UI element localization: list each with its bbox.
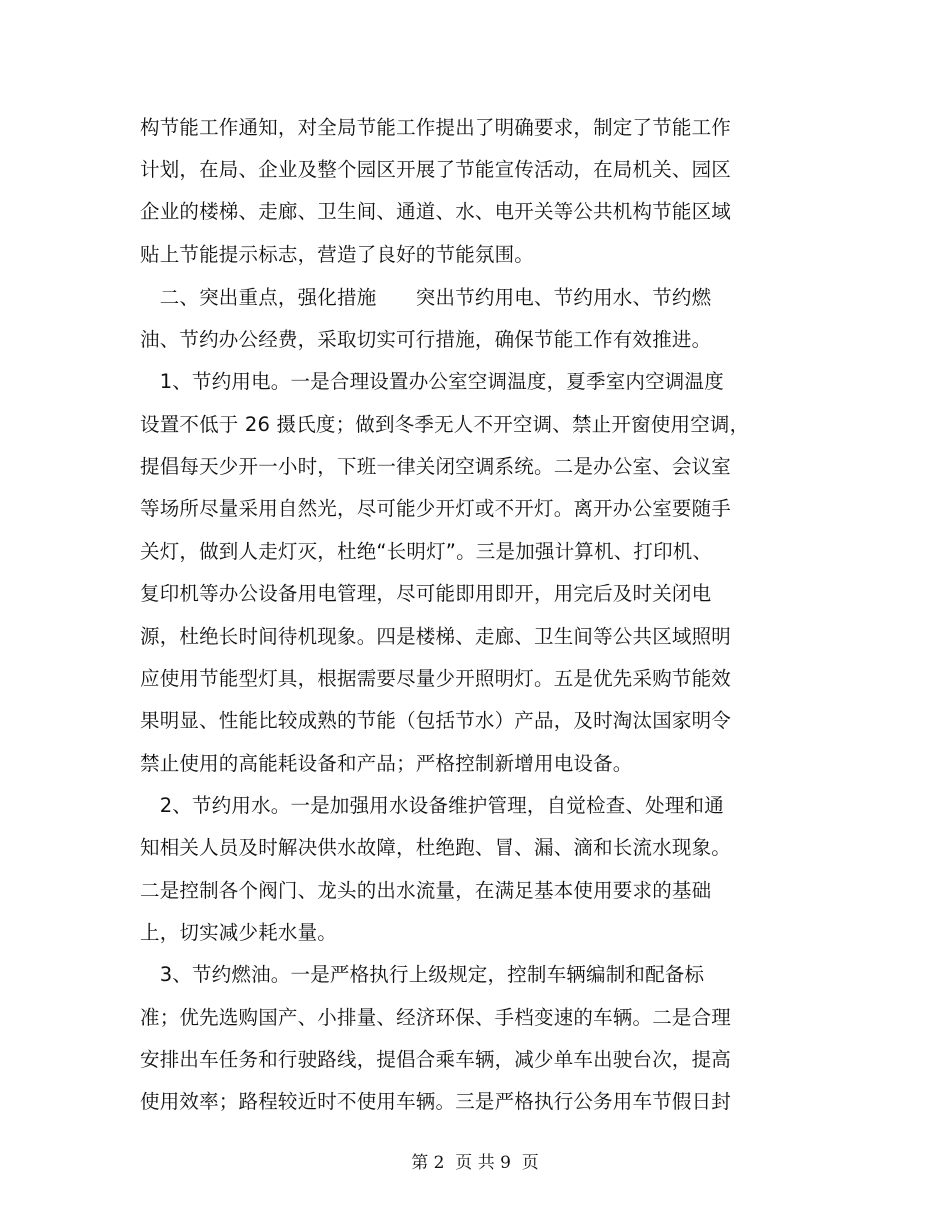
subsection-heading-line: 3、节约燃油。一是严格执行上级规定，控制车辆编制和配备标 xyxy=(140,963,705,986)
body-text-line: 果明显、性能比较成熟的节能（包括节水）产品，及时淘汰国家明令 xyxy=(140,709,732,732)
page-number-footer: 第 2 页 共 9 页 xyxy=(411,1153,539,1173)
body-text-line: 企业的楼梯、走廊、卫生间、通道、水、电开关等公共机构节能区域 xyxy=(140,200,732,223)
body-text-line: 计划，在局、企业及整个园区开展了节能宣传活动，在局机关、园区 xyxy=(140,158,732,181)
body-text-line: 贴上节能提示标志，营造了良好的节能氛围。 xyxy=(140,243,535,266)
body-text-line: 安排出车任务和行驶路线，提倡合乘车辆，减少单车出驶台次，提高 xyxy=(140,1048,732,1071)
body-text-line: 构节能工作通知，对全局节能工作提出了明确要求，制定了节能工作 xyxy=(140,116,732,139)
body-text-line: 二是控制各个阀门、龙头的出水流量，在满足基本使用要求的基础 xyxy=(140,879,712,902)
body-text-line: 关灯，做到人走灯灭，杜绝“长明灯”。三是加强计算机、打印机、 xyxy=(140,540,713,563)
body-text-line: 上，切实减少耗水量。 xyxy=(140,921,338,944)
body-text-line: 等场所尽量采用自然光，尽可能少开灯或不开灯。离开办公室要随手 xyxy=(140,497,732,520)
body-text-line: 应使用节能型灯具，根据需要尽量少开照明灯。五是优先采购节能效 xyxy=(140,667,732,690)
body-text-line: 使用效率；路程较近时不使用车辆。三是严格执行公务用车节假日封 xyxy=(140,1090,732,1113)
body-text-line: 设置不低于 26 摄氏度；做到冬季无人不开空调、禁止开窗使用空调， xyxy=(140,413,750,436)
body-text-line: 油、节约办公经费，采取切实可行措施，确保节能工作有效推进。 xyxy=(140,328,712,351)
body-text-line: 源，杜绝长时间待机现象。四是楼梯、走廊、卫生间等公共区域照明 xyxy=(140,625,732,648)
subsection-heading-line: 2、节约用水。一是加强用水设备维护管理，自觉检查、处理和通 xyxy=(140,794,724,817)
body-text-line: 复印机等办公设备用电管理，尽可能即用即开，用完后及时关闭电 xyxy=(140,582,712,605)
section-heading-line: 二、突出重点，强化措施 突出节约用电、节约用水、节约燃 xyxy=(140,286,712,309)
body-text-line: 提倡每天少开一小时，下班一律关闭空调系统。二是办公室、会议室 xyxy=(140,455,732,478)
body-text-line: 准；优先选购国产、小排量、经济环保、手档变速的车辆。二是合理 xyxy=(140,1006,732,1029)
body-text-line: 禁止使用的高能耗设备和产品；严格控制新增用电设备。 xyxy=(140,752,633,775)
body-text-line: 知相关人员及时解决供水故障，杜绝跑、冒、漏、滴和长流水现象。 xyxy=(140,836,732,859)
subsection-heading-line: 1、节约用电。一是合理设置办公室空调温度，夏季室内空调温度 xyxy=(140,370,724,393)
